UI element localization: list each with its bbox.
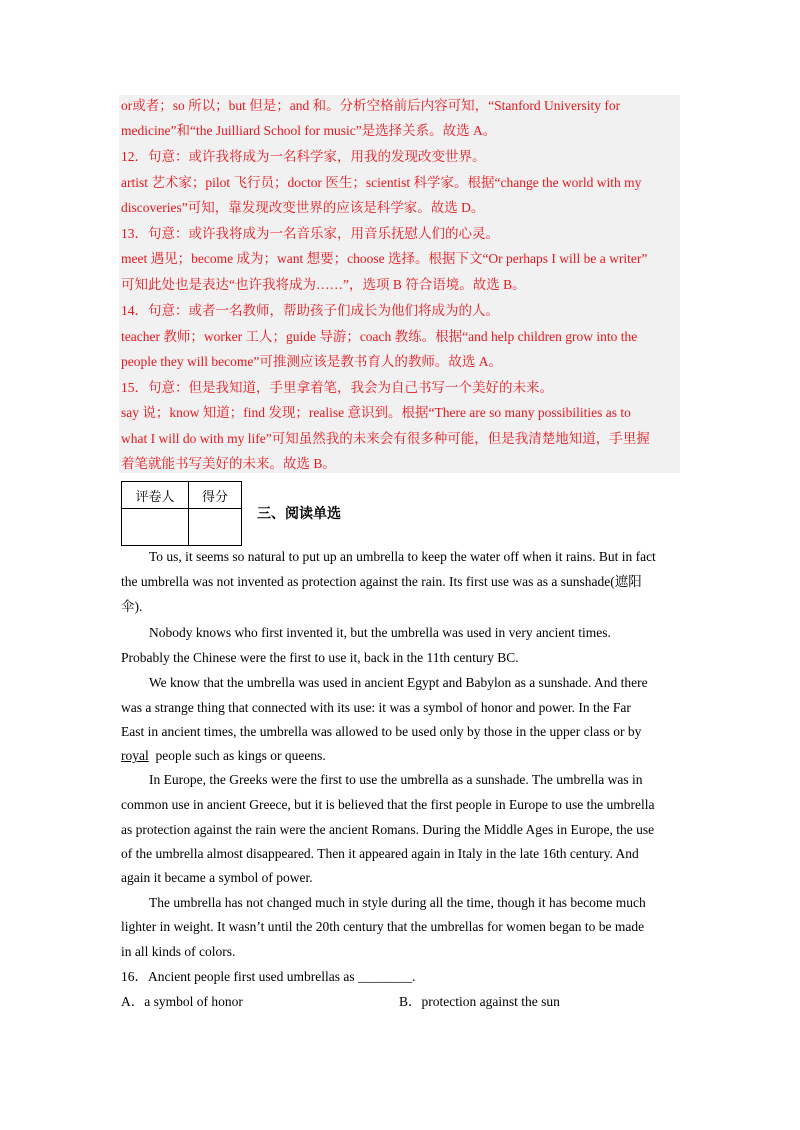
answer-line: or或者；so 所以；but 但是；and 和。分析空格前后内容可知，“Stanford University for — [121, 98, 621, 113]
question-16-option-a[interactable]: A．a symbol of honor — [121, 994, 243, 1009]
passage-line: East in ancient times, the umbrella was allowed to be used only by those in the upper class or by — [121, 724, 642, 739]
answer-line: artist 艺术家；pilot 飞行员；doctor 医生；scientist 科学家。根据“change the world with my — [121, 175, 642, 190]
passage-line: in all kinds of colors. — [121, 944, 236, 959]
passage-line: To us, it seems so natural to put up an umbrella to keep the water off when it rains. But in fact — [149, 549, 656, 564]
answer-line: 可知此处也是表达“也许我将成为……”，选项 B 符合语境。故选 B。 — [121, 277, 526, 292]
passage-line: was a strange thing that connected with its use: it was a symbol of honor and power. In the Far — [121, 700, 631, 715]
reviewer-header: 评卷人 — [122, 482, 189, 509]
score-cell[interactable] — [189, 509, 242, 546]
answer-line: teacher 教师；worker 工人；guide 导游；coach 教练。根据“and help children grow into the — [121, 329, 638, 344]
passage-line: as protection against the rain were the ancient Romans. During the Middle Ages in Europe, the use — [121, 822, 655, 837]
section-title: 三、阅读单选 — [257, 506, 341, 522]
passage-line: lighter in weight. It wasn’t until the 20th century that the umbrellas for women began to be made — [121, 919, 645, 934]
passage-line: common use in ancient Greece, but it is believed that the first people in Europe to use the umbrella — [121, 797, 655, 812]
passage-line: We know that the umbrella was used in ancient Egypt and Babylon as a sunshade. And there — [149, 675, 648, 690]
answer-line: what I will do with my life”可知虽然我的未来会有很多种可能，但是我清楚地知道，手里握 — [121, 431, 650, 446]
answer-line: 14．句意：或者一名教师，帮助孩子们成长为他们将成为的人。 — [121, 303, 499, 318]
passage-line-rest: people such as kings or queens. — [148, 748, 326, 763]
answer-line: 15．句意：但是我知道，手里拿着笔，我会为自己书写一个美好的未来。 — [121, 380, 553, 395]
passage-line — [121, 747, 326, 765]
passage-line: of the umbrella almost disappeared. Then it appeared again in Italy in the late 16th century. And — [121, 846, 639, 861]
answer-line: 着笔就能书写美好的未来。故选 B。 — [121, 456, 336, 471]
passage-line: the umbrella was not invented as protection against the rain. Its first use was as a sunshade(遮阳 — [121, 574, 642, 589]
passage-line: again it became a symbol of power. — [121, 870, 313, 885]
passage-line: Nobody knows who first invented it, but the umbrella was used in very ancient times. — [149, 625, 611, 640]
passage-line: Probably the Chinese were the first to use it, back in the 11th century BC. — [121, 650, 519, 665]
question-16-option-b[interactable]: B．protection against the sun — [399, 994, 560, 1009]
score-table — [121, 481, 242, 546]
answer-line: discoveries”可知，靠发现改变世界的应该是科学家。故选 D。 — [121, 200, 485, 215]
answer-line: say 说；know 知道；find 发现；realise 意识到。根据“There are so many possibilities as to — [121, 405, 631, 420]
question-16-stem: 16．Ancient people first used umbrellas as ________. — [121, 969, 416, 984]
underlined-word-royal: royal — [121, 748, 149, 763]
answer-line: people they will become”可推测应该是教书育人的教师。故选 A。 — [121, 354, 502, 369]
passage-line: 伞). — [121, 599, 143, 614]
answer-line: 13．句意：或许我将成为一名音乐家，用音乐抚慰人们的心灵。 — [121, 226, 499, 241]
passage-line: The umbrella has not changed much in style during all the time, though it has become much — [149, 895, 646, 910]
score-header: 得分 — [189, 482, 242, 509]
answer-line: 12．句意：或许我将成为一名科学家，用我的发现改变世界。 — [121, 149, 486, 164]
answer-line: meet 遇见；become 成为；want 想要；choose 选择。根据下文“Or perhaps I will be a writer” — [121, 251, 648, 266]
answer-line: medicine”和“the Juilliard School for music”是选择关系。故选 A。 — [121, 123, 497, 138]
passage-line: In Europe, the Greeks were the first to use the umbrella as a sunshade. The umbrella was in — [149, 772, 643, 787]
reviewer-cell[interactable] — [122, 509, 189, 546]
